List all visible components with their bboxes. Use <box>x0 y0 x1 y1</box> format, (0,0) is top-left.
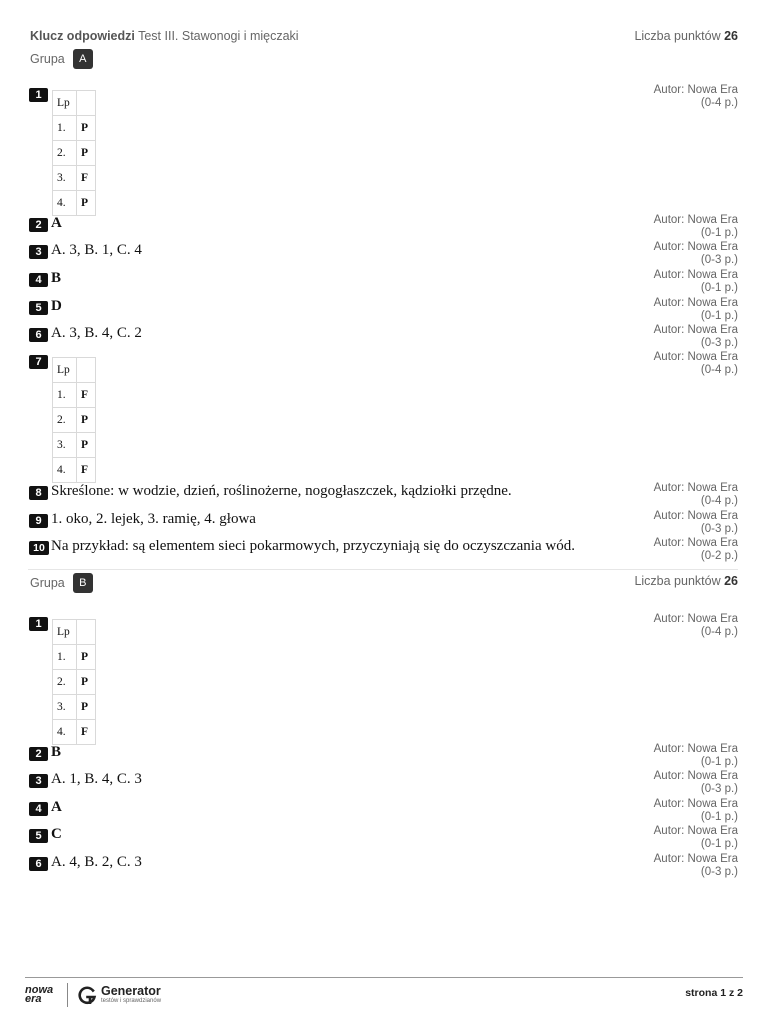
table-row <box>53 358 96 383</box>
question-number: 1 <box>29 617 48 631</box>
table-header: Lp <box>53 620 77 645</box>
points-label: Liczba punktów <box>634 29 721 43</box>
author: Autor: Nowa Era <box>653 825 738 837</box>
group-badge: B <box>73 573 93 593</box>
answer-text: A <box>51 799 62 815</box>
question-meta <box>654 853 738 878</box>
answer-text: B <box>51 744 62 760</box>
question-meta <box>654 241 738 266</box>
question-meta <box>654 482 738 507</box>
question-meta <box>654 214 738 239</box>
document-title: Klucz odpowiedzi <box>30 29 135 43</box>
row-index: 4. <box>53 191 77 216</box>
points-range: (0-1 p.) <box>700 226 738 239</box>
row-index: 3. <box>53 433 77 458</box>
points-value: 26 <box>724 574 738 588</box>
answer-text: Na przykład: są elementem sieci pokarmowych, przyczyniają się do oczyszczania wód. <box>51 538 575 554</box>
points-value: 26 <box>724 29 738 43</box>
row-index: 2. <box>53 408 77 433</box>
group-b-header <box>30 573 93 593</box>
question-number: 1 <box>29 88 48 102</box>
page-header <box>30 29 738 47</box>
author: Autor: Nowa Era <box>653 537 738 549</box>
points-range: (0-1 p.) <box>700 810 738 823</box>
question-number: 10 <box>29 541 49 555</box>
author: Autor: Nowa Era <box>653 84 738 96</box>
question-meta <box>654 613 738 638</box>
page-number: strona 1 z 2 <box>685 987 743 999</box>
points-range: (0-1 p.) <box>700 755 738 768</box>
table-row <box>53 408 96 433</box>
row-index: 1. <box>53 116 77 141</box>
group-label: Grupa <box>30 52 65 66</box>
row-answer: F <box>77 166 96 191</box>
answer-text: A. 4, B. 2, C. 3 <box>51 854 142 870</box>
question-number: 3 <box>29 774 48 788</box>
question-number: 7 <box>29 355 48 369</box>
table-row <box>53 191 96 216</box>
generator-logo-text <box>101 985 161 1005</box>
question-number: 8 <box>29 486 48 500</box>
question-number: 4 <box>29 802 48 816</box>
question-meta <box>654 743 738 768</box>
points-range: (0-4 p.) <box>700 363 738 376</box>
question-meta <box>654 297 738 322</box>
group-a-header <box>30 49 93 69</box>
row-answer: P <box>77 191 96 216</box>
table-row <box>53 645 96 670</box>
author: Autor: Nowa Era <box>653 853 738 865</box>
table-row <box>53 433 96 458</box>
question-meta <box>654 324 738 349</box>
table-row <box>53 91 96 116</box>
table-row <box>53 720 96 745</box>
row-answer: P <box>77 116 96 141</box>
author: Autor: Nowa Era <box>653 269 738 281</box>
table-header: Lp <box>53 358 77 383</box>
author: Autor: Nowa Era <box>653 743 738 755</box>
points-range: (0-1 p.) <box>700 309 738 322</box>
row-answer: P <box>77 408 96 433</box>
question-meta <box>654 537 738 562</box>
author: Autor: Nowa Era <box>653 482 738 494</box>
row-answer: F <box>77 458 96 483</box>
group-badge: A <box>73 49 93 69</box>
row-index: 3. <box>53 695 77 720</box>
answer-text: 1. oko, 2. lejek, 3. ramię, 4. głowa <box>51 511 256 527</box>
author: Autor: Nowa Era <box>653 510 738 522</box>
table-row <box>53 166 96 191</box>
true-false-table <box>52 90 96 216</box>
question-number: 2 <box>29 218 48 232</box>
table-row <box>53 383 96 408</box>
row-index: 4. <box>53 720 77 745</box>
generator-tagline: testów i sprawdzianów <box>101 998 162 1004</box>
row-index: 2. <box>53 670 77 695</box>
answer-text: D <box>51 298 62 314</box>
question-number: 5 <box>29 829 48 843</box>
points-range: (0-1 p.) <box>700 281 738 294</box>
row-answer: P <box>77 141 96 166</box>
author: Autor: Nowa Era <box>653 324 738 336</box>
nowa-era-logo: nowa era <box>25 984 54 1005</box>
question-meta <box>654 798 738 823</box>
generator-name: Generator <box>101 984 161 998</box>
group-b-points <box>634 574 738 588</box>
row-answer: F <box>77 720 96 745</box>
test-name: Test III. Stawonogi i mięczaki <box>138 29 299 43</box>
author: Autor: Nowa Era <box>653 214 738 226</box>
answer-text: A <box>51 215 62 231</box>
row-answer: P <box>77 670 96 695</box>
question-number: 4 <box>29 273 48 287</box>
row-answer: P <box>77 433 96 458</box>
points-label: Liczba punktów <box>634 574 721 588</box>
total-points <box>634 29 738 43</box>
footer-logos <box>25 981 161 1009</box>
question-meta <box>654 351 738 376</box>
points-range: (0-3 p.) <box>700 253 738 266</box>
points-range: (0-4 p.) <box>700 494 738 507</box>
points-range: (0-4 p.) <box>700 625 738 638</box>
question-meta <box>654 770 738 795</box>
question-meta <box>654 510 738 535</box>
answer-text: B <box>51 270 62 286</box>
table-row <box>53 695 96 720</box>
true-false-table <box>52 619 96 745</box>
author: Autor: Nowa Era <box>653 798 738 810</box>
logo-separator <box>67 983 68 1007</box>
author: Autor: Nowa Era <box>653 770 738 782</box>
points-range: (0-3 p.) <box>700 336 738 349</box>
row-index: 1. <box>53 383 77 408</box>
author: Autor: Nowa Era <box>653 351 738 363</box>
answer-text: A. 1, B. 4, C. 3 <box>51 771 142 787</box>
row-index: 1. <box>53 645 77 670</box>
points-range: (0-3 p.) <box>700 522 738 535</box>
question-number: 6 <box>29 328 48 342</box>
answer-text: A. 3, B. 4, C. 2 <box>51 325 142 341</box>
points-range: (0-4 p.) <box>700 96 738 109</box>
question-meta <box>654 825 738 850</box>
table-row <box>53 458 96 483</box>
table-row <box>53 141 96 166</box>
footer-divider <box>25 977 743 978</box>
row-answer: F <box>77 383 96 408</box>
points-range: (0-3 p.) <box>700 782 738 795</box>
author: Autor: Nowa Era <box>653 297 738 309</box>
author: Autor: Nowa Era <box>653 613 738 625</box>
author: Autor: Nowa Era <box>653 241 738 253</box>
table-row <box>53 620 96 645</box>
generator-g-icon <box>77 985 97 1005</box>
question-number: 3 <box>29 245 48 259</box>
table-row <box>53 670 96 695</box>
question-number: 2 <box>29 747 48 761</box>
row-index: 2. <box>53 141 77 166</box>
question-meta <box>654 84 738 109</box>
row-answer: P <box>77 695 96 720</box>
row-answer: P <box>77 645 96 670</box>
points-range: (0-3 p.) <box>700 865 738 878</box>
true-false-table <box>52 357 96 483</box>
row-index: 3. <box>53 166 77 191</box>
question-number: 5 <box>29 301 48 315</box>
group-label: Grupa <box>30 576 65 590</box>
points-range: (0-1 p.) <box>700 837 738 850</box>
row-index: 4. <box>53 458 77 483</box>
table-row <box>53 116 96 141</box>
question-number: 6 <box>29 857 48 871</box>
group-divider <box>28 569 738 570</box>
points-range: (0-2 p.) <box>700 549 738 562</box>
table-header: Lp <box>53 91 77 116</box>
question-number: 9 <box>29 514 48 528</box>
answer-text: A. 3, B. 1, C. 4 <box>51 242 142 258</box>
answer-text: Skreślone: w wodzie, dzień, roślinożerne, nogogłaszczek, kądziołki przędne. <box>51 483 512 499</box>
question-meta <box>654 269 738 294</box>
answer-text: C <box>51 826 62 842</box>
